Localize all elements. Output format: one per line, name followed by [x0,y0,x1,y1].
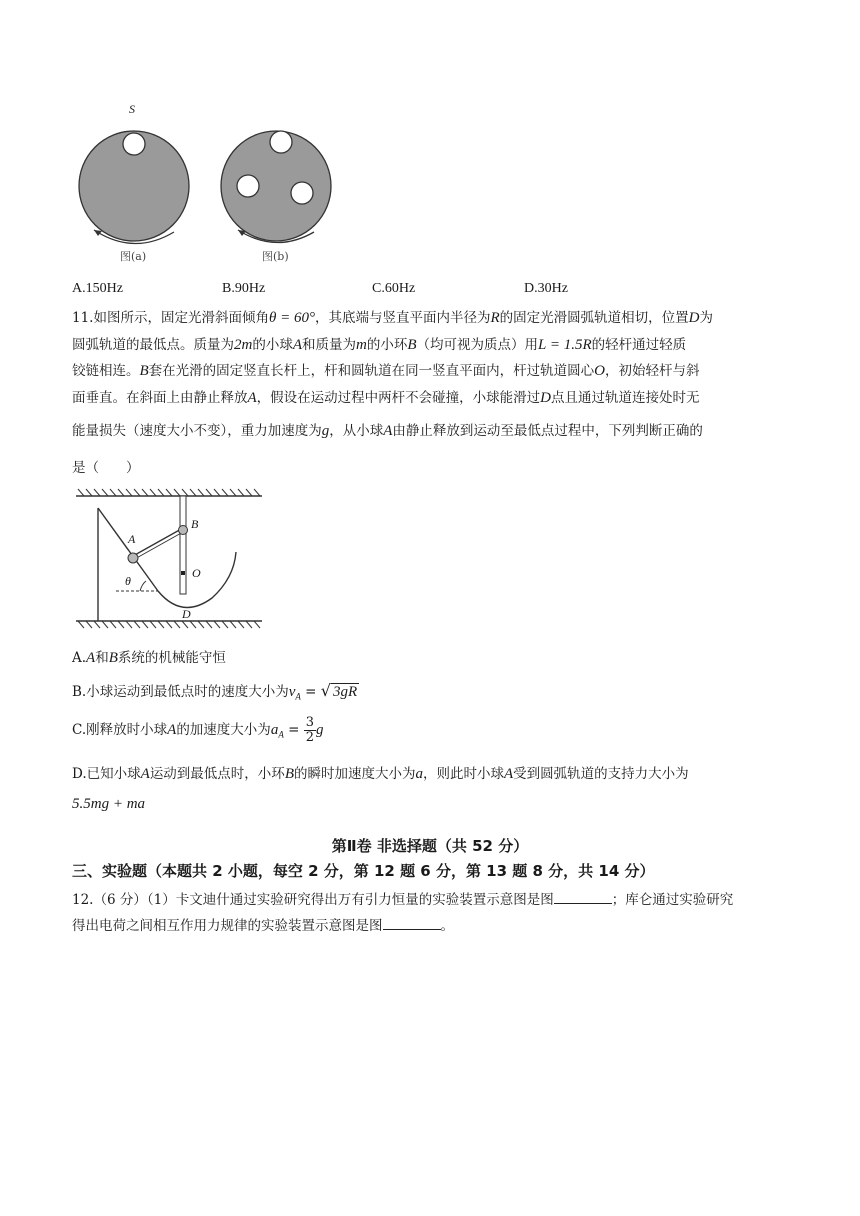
label-s: S [129,102,135,116]
q11-line-6: 是（ ） [72,460,140,476]
section2-title: 第Ⅱ卷 非选择题（共 52 分） [331,837,529,855]
q11-option-a: A.A和B系统的机械能守恒 [72,650,226,666]
q11-line-3: 铰链相连。B套在光滑的固定竖直长杆上，杆和圆轨道在同一竖直平面内，杆过轨道圆心O，初始轻杆与斜 [72,363,700,379]
label-theta: θ [125,574,131,588]
q10-option-b: B.90Hz [222,281,266,296]
label-b: B [191,517,199,531]
q11-line-2: 圆弧轨道的最低点。质量为2m的小球A和质量为m的小环B（均可视为质点）用L = 1.5R的轻杆通过轻质 [72,337,687,353]
q10-option-d: D.30Hz [524,281,568,296]
section3-title: 三、实验题（本题共 2 小题，每空 2 分，第 12 题 6 分，第 13 题 8 分，共 14 分） [72,862,655,880]
q11-line-4: 面垂直。在斜面上由静止释放A，假设在运动过程中两杆不会碰撞，小球能滑过D点且通过轨道连接处时无 [72,390,700,406]
answer-blank-2[interactable] [383,917,441,930]
incline-track-figure [72,486,272,634]
q10-option-c: C.60Hz [372,281,416,296]
q12-line-1: 12.（6 分）（1）卡文迪什通过实验研究得出万有引力恒量的实验装置示意图是图 ；库仑通过实验研究 [72,892,734,908]
q11-line-5: 能量损失（速度大小不变），重力加速度为g，从小球A由静止释放到运动至最低点过程中，下列判断正确的 [72,423,703,439]
q12-line-2: 得出电荷之间相互作用力规律的实验装置示意图是图 。 [72,918,454,934]
caption-a: 图(a) [120,250,147,263]
disk-figure [72,96,342,268]
q11-option-b: B.小球运动到最低点时的速度大小为$v_A$ = √ 3gR [72,681,358,702]
q11-option-c: C.刚释放时小球A的加速度大小为$a_A$ = $\frac{3}{2}$ g [72,715,324,745]
answer-blank-1[interactable] [554,891,612,904]
q11-line-1: 11.如图所示，固定光滑斜面倾角θ = 60°，其底端与竖直平面内半径为R的固定光滑圆弧轨道相切，位置D为 [72,310,713,326]
q11-option-d-expression: 5.5mg + ma [72,796,146,812]
q11-option-d: D.已知小球A运动到最低点时，小环B的瞬时加速度大小为a，则此时小球A受到圆弧轨道的支持力大小为 [72,766,689,782]
label-o: O [192,566,201,580]
label-d: D [182,607,191,621]
label-a: A [128,532,136,546]
q10-option-a: A.150Hz [72,281,123,296]
caption-b: 图(b) [262,250,289,263]
